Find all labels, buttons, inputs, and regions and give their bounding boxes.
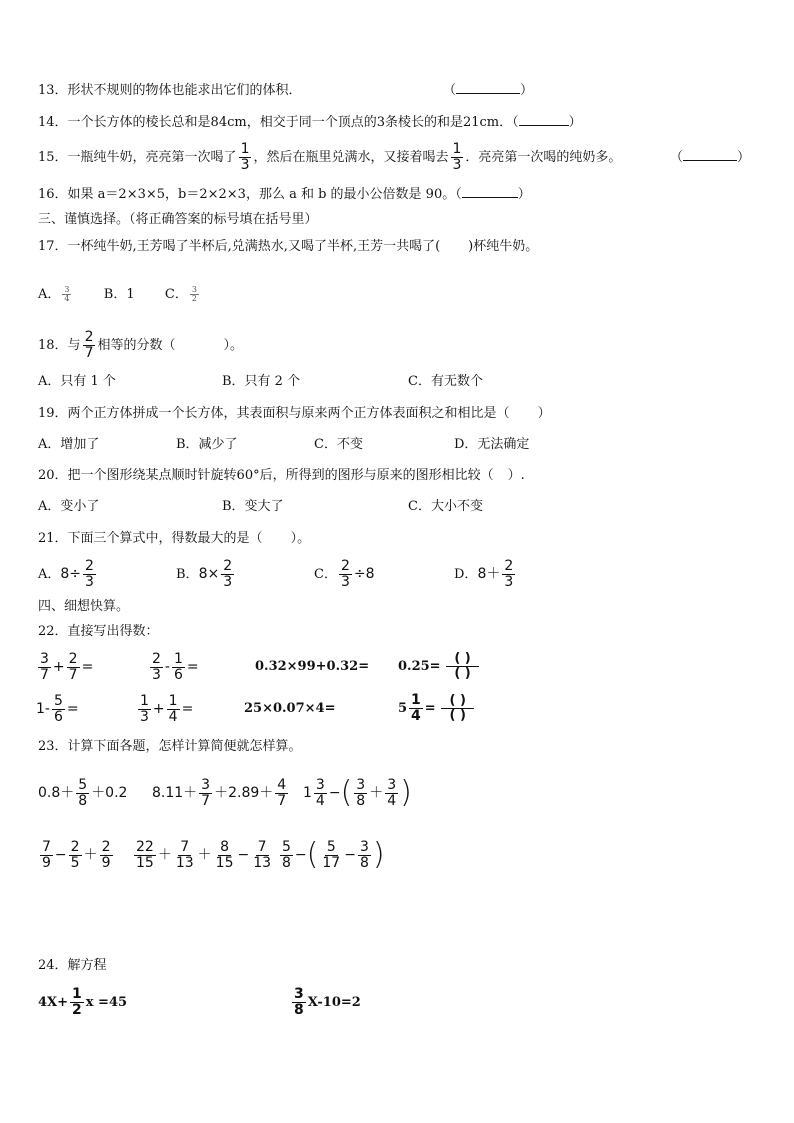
- q14-text: 一个长方体的棱长总和是84cm，相交于同一个顶点的3条棱长的和是21cm．: [67, 115, 513, 130]
- question-18: [38, 328, 243, 364]
- q15-fraction-2: $\frac{1}{3}$: [452, 141, 462, 173]
- q21-option-c: C． $\frac{2}{3}$ ÷8: [314, 557, 375, 590]
- q22-number: 22．: [38, 624, 68, 639]
- q19-option-c: C．不变: [314, 437, 363, 452]
- question-19: [38, 405, 551, 423]
- q15-number: 15．: [38, 150, 68, 165]
- q19-number: 19．: [38, 406, 68, 421]
- q15-answer-blank: （ ）: [670, 150, 751, 165]
- question-16: [38, 186, 531, 204]
- q18-number: 18．: [38, 338, 68, 353]
- q22-expr-6: $\frac{1}{3}$ + $\frac{1}{4}$ =: [140, 692, 194, 725]
- q18-fraction: $\frac{2}{7}$: [84, 329, 94, 361]
- q22-expr-4: 0.25= $\frac{( )}{( )}$: [398, 648, 485, 686]
- question-20: [38, 467, 525, 485]
- q22-expr-1: $\frac{3}{7}$ + $\frac{2}{7}$ =: [40, 650, 94, 683]
- q17-text-b: )杯纯牛奶。: [468, 239, 539, 254]
- q24-equation-2: $\frac{3}{8}$ X-10=2: [294, 986, 361, 1018]
- q17-option-a: A． $\frac{3}{4}$: [38, 284, 70, 303]
- q21-text: 下面三个算式中，得数最大的是（: [67, 531, 263, 546]
- q24-equation-1: 4X+ $\frac{1}{2}$ x =45: [38, 986, 128, 1018]
- q14-number: 14．: [38, 115, 68, 130]
- q15-text-a: 一瓶纯牛奶，亮亮第一次喝了: [67, 150, 237, 165]
- q20-number: 20．: [38, 468, 68, 483]
- section-4-heading: 四、细想快算。: [38, 599, 130, 614]
- q23-expr-1: 0.8＋ $\frac{5}{8}$ ＋0.2: [38, 776, 128, 809]
- q17-option-c: C． $\frac{3}{2}$: [164, 284, 197, 303]
- q19-text: 两个正方体拼成一个长方体，其表面积与原来两个正方体表面积之和相比是（: [67, 406, 510, 421]
- q20-option-c: C．大小不变: [408, 499, 483, 514]
- q19-option-b: B．减少了: [176, 437, 238, 452]
- question-23: [38, 738, 302, 756]
- q18-option-b: B．只有 2 个: [222, 374, 301, 389]
- question-17: [38, 238, 538, 256]
- q21-close: ）。: [290, 531, 311, 546]
- question-14: [38, 114, 582, 132]
- q23-expr-6: $\frac{5}{8}$ −( $\frac{5}{17}$ − $\frac{3}{8}$ ): [282, 837, 385, 872]
- q24-number: 24．: [38, 958, 68, 973]
- q19-close: ）: [537, 406, 551, 421]
- q15-fraction-1: $\frac{1}{3}$: [240, 141, 250, 173]
- q24-text: 解方程: [67, 958, 107, 973]
- q22-expr-2: $\frac{2}{3}$ - $\frac{1}{6}$ =: [152, 650, 199, 683]
- question-24: [38, 957, 107, 975]
- q18-text-c: ）。: [223, 338, 244, 353]
- q17-option-b: B．1: [103, 287, 135, 302]
- q17-options: [38, 283, 201, 307]
- q21-option-d: D．8＋ $\frac{2}{3}$: [454, 557, 514, 590]
- question-21: [38, 530, 310, 548]
- q20-option-a: A．变小了: [38, 499, 100, 514]
- q15-text-c: ．亮亮第一次喝的纯奶多。: [465, 150, 622, 165]
- q16-text: 如果 a＝2×3×5，b＝2×2×3，那么 a 和 b 的最小公倍数是 90。: [67, 187, 456, 202]
- q21-number: 21．: [38, 531, 68, 546]
- q21-option-a: A．8÷ $\frac{2}{3}$: [38, 557, 94, 590]
- q17-number: 17．: [38, 239, 68, 254]
- q23-expr-5: $\frac{22}{15}$ ＋ $\frac{7}{13}$ ＋ $\frac{8}{15}$ − $\frac{7}{13}$: [136, 838, 272, 871]
- q23-expr-3: 1 $\frac{3}{4}$ −( $\frac{3}{8}$ ＋ $\frac{3}{4}$ ): [303, 775, 412, 810]
- q13-number: 13．: [38, 83, 68, 98]
- q19-option-a: A．增加了: [38, 437, 100, 452]
- q13-text: 形状不规则的物体也能求出它们的体积．: [67, 83, 302, 98]
- question-22: [38, 623, 159, 641]
- q19-option-d: D．无法确定: [454, 437, 530, 452]
- q18-text-b: 相等的分数（: [97, 338, 176, 353]
- q22-expr-3: 0.32×99+0.32=: [255, 659, 370, 674]
- q23-number: 23．: [38, 739, 68, 754]
- q14-answer-blank: （ ）: [512, 115, 582, 130]
- q22-expr-8: 5 $\frac{1}{4}$ = $\frac{( )}{( )}$: [398, 690, 480, 728]
- question-15: [38, 140, 751, 176]
- q20-text: 把一个图形绕某点顺时针旋转60°后，所得到的图形与原来的图形相比较（: [67, 468, 494, 483]
- q17-text-a: 一杯纯牛奶,王芳喝了半杯后,兑满热水,又喝了半杯,王芳一共喝了(: [67, 239, 441, 254]
- q18-option-c: C．有无数个: [408, 374, 483, 389]
- q23-expr-4: $\frac{7}{9}$ − $\frac{2}{5}$ ＋ $\frac{2}{9}$: [42, 838, 111, 871]
- q21-option-b: B．8× $\frac{2}{3}$: [176, 557, 233, 590]
- q22-expr-5: 1- $\frac{5}{6}$ =: [36, 692, 79, 725]
- q18-text-a: 与: [67, 338, 81, 353]
- q22-text: 直接写出得数：: [67, 624, 159, 639]
- q16-answer-blank: （ ）: [455, 187, 531, 202]
- section-3-heading: 三、谨慎选择。（将正确答案的标号填在括号里）: [38, 212, 318, 227]
- q20-close: ）.: [507, 468, 525, 483]
- q23-expr-2: 8.11＋ $\frac{3}{7}$ ＋2.89＋ $\frac{4}{7}$: [152, 776, 287, 809]
- q20-option-b: B．变大了: [222, 499, 284, 514]
- q23-text: 计算下面各题，怎样计算简便就怎样算。: [67, 739, 302, 754]
- q16-number: 16．: [38, 187, 68, 202]
- q18-option-a: A．只有 1 个: [38, 374, 116, 389]
- q15-text-b: ，然后在瓶里兑满水，又接着喝去: [253, 150, 449, 165]
- q22-expr-7: 25×0.07×4=: [244, 701, 336, 716]
- q13-answer-blank: （ ）: [443, 83, 534, 98]
- question-13: [38, 82, 534, 100]
